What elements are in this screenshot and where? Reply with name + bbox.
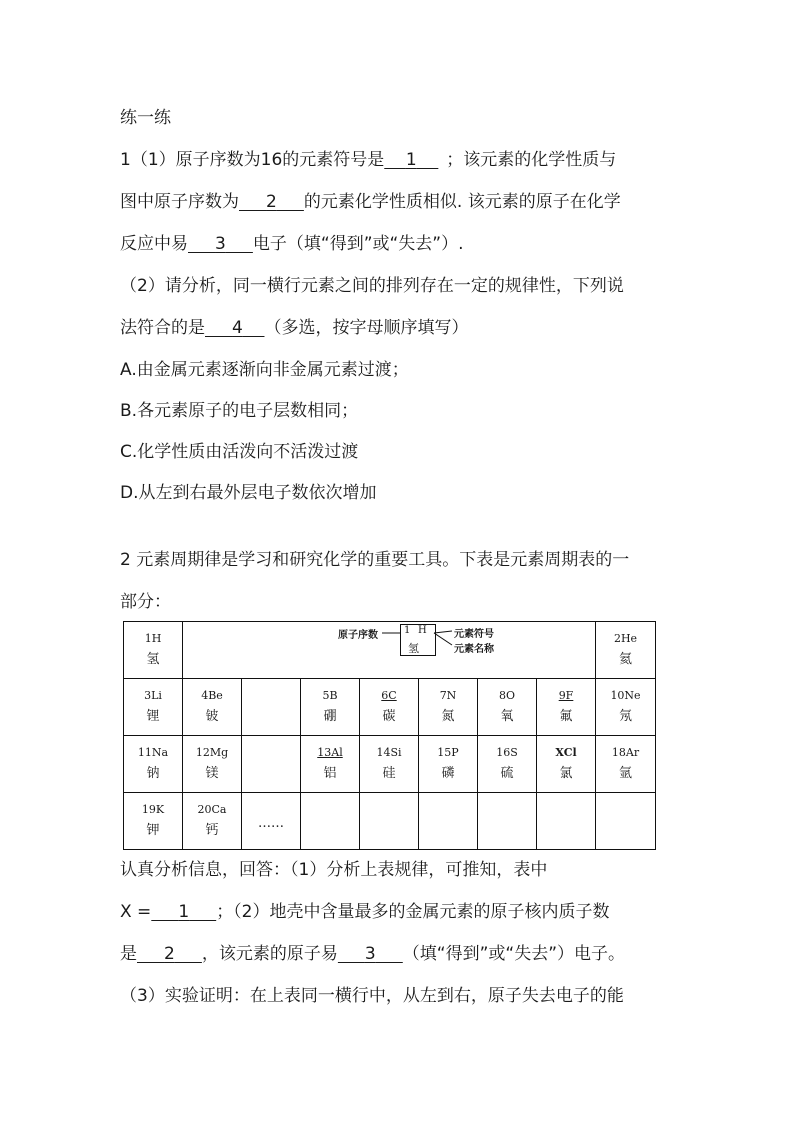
element-legend <box>338 624 538 658</box>
q2-after-line-2 <box>120 902 610 922</box>
element-cell: 13Al 铝 <box>301 736 360 793</box>
element-cell: 12Mg 镁 <box>183 736 242 793</box>
element-cell: 18Ar 氩 <box>596 736 656 793</box>
legend-name-label: 元素名称 <box>454 644 494 655</box>
option-c: C.化学性质由活泼向不活泼过渡 <box>120 442 359 462</box>
q1-line-2-text-a: 图中原子序数为 <box>120 192 239 212</box>
section-heading: 练一练 <box>120 108 171 128</box>
legend-symbol-label: 元素符号 <box>454 629 494 640</box>
element-cell: 8O 氧 <box>478 679 537 736</box>
q2-after-line-1: 认真分析信息，回答：（1）分析上表规律，可推知，表中 <box>120 860 548 880</box>
empty-cell <box>242 679 301 736</box>
q1-line-3 <box>120 234 464 254</box>
empty-cell <box>301 793 360 850</box>
legend-cell <box>183 622 596 679</box>
option-b: B.各元素原子的电子层数相同； <box>120 401 359 421</box>
element-cell: 7N 氮 <box>419 679 478 736</box>
legend-number: 1 <box>404 625 411 636</box>
q1-line-5-text-a: 法符合的是 <box>120 318 205 338</box>
table-row-period-4 <box>124 793 656 850</box>
q2-after-line-3 <box>120 944 625 964</box>
answer-blank-1[interactable]: 1 <box>405 150 417 170</box>
ellipsis-cell: …… <box>242 793 301 850</box>
answer-blank-2[interactable]: 2 <box>266 192 277 212</box>
element-cell: 2He 氦 <box>596 622 656 679</box>
element-cell: 9F 氟 <box>537 679 596 736</box>
q2-after-line-3-text-c: ，该元素的原子易 <box>201 944 338 964</box>
element-cell: 3Li 锂 <box>124 679 183 736</box>
element-cell: 15P 磷 <box>419 736 478 793</box>
element-cell: 4Be 铍 <box>183 679 242 736</box>
table-row-period-3 <box>124 736 656 793</box>
q1-line-2-text-c: 的元素化学性质相似. 该元素的原子在化学 <box>303 192 621 212</box>
empty-cell <box>478 793 537 850</box>
q1-line-5-text-c: （多选，按字母顺序填写） <box>264 318 469 338</box>
element-cell-x: XCl 氯 <box>537 736 596 793</box>
legend-name: 氢 <box>408 642 419 655</box>
q2-after-line-3-text-d: （填“得到”或“失去”）电子。 <box>402 944 626 964</box>
q1-line-1 <box>120 150 616 170</box>
table-row-period-1 <box>124 622 656 679</box>
q2-after-line-4: （3）实验证明：在上表同一横行中，从左到右，原子失去电子的能 <box>120 986 624 1006</box>
q2-line-2: 部分： <box>120 592 171 612</box>
answer-blank-electron[interactable]: 3 <box>364 944 376 964</box>
element-cell: 6C 碳 <box>360 679 419 736</box>
answer-blank-4[interactable]: 4 <box>232 318 243 338</box>
q2-line-1: 2 元素周期律是学习和研究化学的重要工具。下表是元素周期表的一 <box>120 550 630 570</box>
option-a: A.由金属元素逐渐向非金属元素过渡； <box>120 360 409 380</box>
empty-cell <box>537 793 596 850</box>
empty-cell <box>360 793 419 850</box>
q1-line-5 <box>120 318 468 338</box>
element-cell: 10Ne 氖 <box>596 679 656 736</box>
option-d: D.从左到右最外层电子数依次增加 <box>120 483 377 503</box>
answer-blank-x[interactable]: 1 <box>178 902 190 922</box>
q1-line-4: （2）请分析，同一横行元素之间的排列存在一定的规律性，下列说 <box>120 276 624 296</box>
element-cell: 16S 硫 <box>478 736 537 793</box>
empty-cell <box>419 793 478 850</box>
q2-after-line-2-text-a: X = <box>120 902 152 922</box>
element-cell: 1H 氢 <box>124 622 183 679</box>
legend-atomic-number-label: 原子序数 <box>338 630 378 641</box>
q2-after-line-2-text-c: ；（2）地壳中含量最多的金属元素的原子核内质子数 <box>216 902 610 922</box>
q1-line-3-text-a: 反应中易 <box>120 234 188 254</box>
element-cell: 11Na 钠 <box>124 736 183 793</box>
element-cell: 14Si 硅 <box>360 736 419 793</box>
answer-blank-3[interactable]: 3 <box>215 234 226 254</box>
element-cell: 20Ca 钙 <box>183 793 242 850</box>
table-row-period-2 <box>124 679 656 736</box>
q1-line-1-text-a: 1（1）原子序数为16的元素符号是 <box>120 150 385 170</box>
empty-cell <box>596 793 656 850</box>
legend-symbol: H <box>418 625 427 636</box>
empty-cell <box>242 736 301 793</box>
periodic-table <box>123 621 656 850</box>
q2-after-line-3-text-a: 是 <box>120 944 137 964</box>
element-cell: 5B 硼 <box>301 679 360 736</box>
q1-line-1-text-c: ；该元素的化学性质与 <box>446 150 617 170</box>
element-cell: 19K 钾 <box>124 793 183 850</box>
q1-line-2 <box>120 192 621 212</box>
answer-blank-proton[interactable]: 2 <box>164 944 175 964</box>
q1-line-3-text-c: 电子（填“得到”或“失去”）. <box>252 234 464 254</box>
